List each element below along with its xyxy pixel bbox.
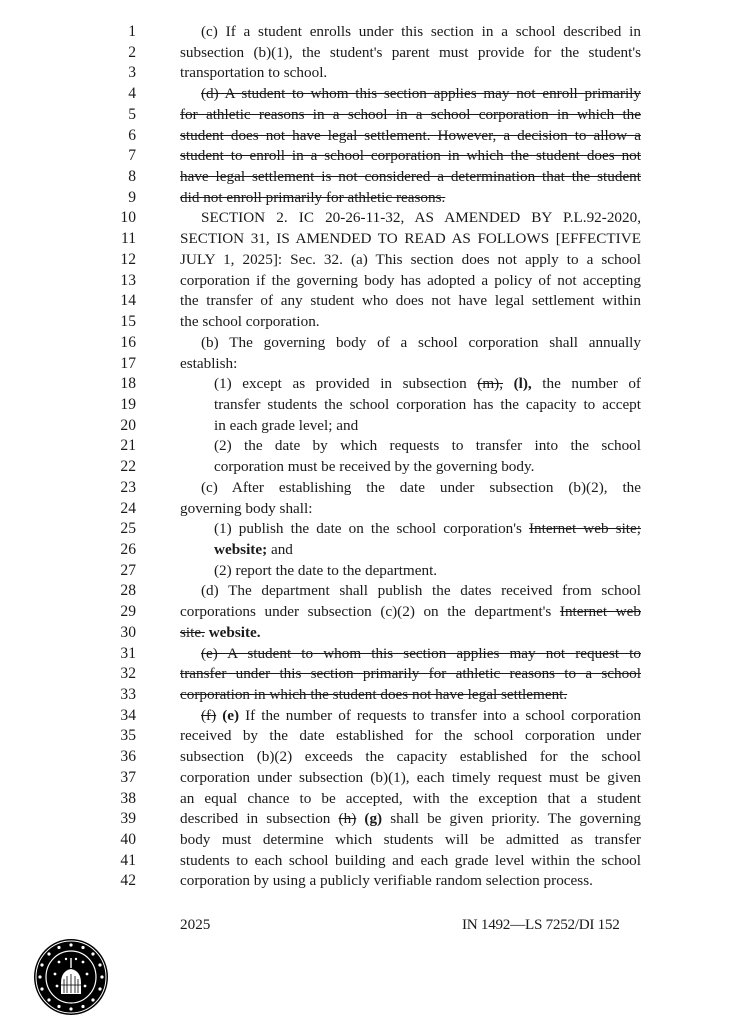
bill-line <box>0 312 730 333</box>
text-segment: (c) If a student enrolls under this section in a school described in <box>201 23 641 40</box>
line-number: 29 <box>120 603 136 621</box>
text-segment: JULY 1, 2025]: Sec. 32. (a) This section does not apply to a school <box>180 250 641 268</box>
line-number: 4 <box>128 85 136 103</box>
inserted-text: (e) <box>222 706 240 724</box>
footer-document-id: IN 1492—LS 7252/DI 152 <box>462 916 620 933</box>
bill-line <box>0 333 730 354</box>
text-segment: establish: <box>180 354 238 372</box>
inserted-text: website. <box>208 623 261 641</box>
line-number: 26 <box>120 540 136 558</box>
bill-line <box>0 416 730 437</box>
line-text <box>214 416 641 437</box>
line-number: 17 <box>120 354 136 372</box>
bill-text-lines <box>0 22 730 892</box>
bill-line <box>0 291 730 312</box>
line-number: 13 <box>120 271 136 289</box>
bill-line <box>0 208 730 229</box>
bill-line <box>0 271 730 292</box>
bill-line <box>0 706 730 727</box>
line-text <box>180 664 641 685</box>
bill-line <box>0 478 730 499</box>
line-number: 6 <box>128 126 136 144</box>
bill-line <box>0 830 730 851</box>
deleted-text: (h) <box>338 810 357 828</box>
line-text <box>180 685 641 706</box>
line-text <box>201 644 641 665</box>
text-segment: transfer students the school corporation has the capacity to accept <box>214 395 641 413</box>
deleted-text: (e) A student to whom this section applies may not request to <box>201 644 641 662</box>
text-segment: corporation by using a publicly verifiable random selection process. <box>180 872 593 890</box>
line-text <box>180 43 641 64</box>
line-text <box>180 830 641 851</box>
line-number: 2 <box>128 43 136 61</box>
line-text <box>180 291 641 312</box>
line-number: 27 <box>120 561 136 579</box>
deleted-text: for athletic reasons in a school in a school corporation in which the <box>180 105 641 123</box>
bill-line <box>0 146 730 167</box>
indiana-state-seal-icon <box>33 938 109 1016</box>
line-text <box>214 395 641 416</box>
line-number: 19 <box>120 395 136 413</box>
bill-line <box>0 851 730 872</box>
line-number: 25 <box>120 520 136 538</box>
line-number: 22 <box>120 458 136 476</box>
line-text <box>180 809 641 830</box>
deleted-text: (f) <box>201 706 217 724</box>
line-number: 18 <box>120 375 136 393</box>
bill-line <box>0 540 730 561</box>
line-text <box>180 188 641 209</box>
line-number: 42 <box>120 872 136 890</box>
line-number: 9 <box>128 188 136 206</box>
line-text <box>180 146 641 167</box>
line-number: 24 <box>120 499 136 517</box>
bill-line <box>0 561 730 582</box>
line-text <box>180 726 641 747</box>
text-segment: If the number of requests to transfer into a school corporation <box>239 706 642 724</box>
line-text <box>201 333 641 354</box>
deleted-text: Internet web <box>559 603 641 621</box>
bill-line <box>0 499 730 520</box>
bill-line <box>0 789 730 810</box>
bill-line <box>0 374 730 395</box>
text-segment: (2) report the date to the department. <box>214 561 438 579</box>
line-number: 1 <box>128 23 136 40</box>
line-text <box>201 22 641 43</box>
bill-line <box>0 22 730 43</box>
bill-line <box>0 519 730 540</box>
line-number: 7 <box>128 147 136 165</box>
line-text <box>201 706 641 727</box>
line-text <box>180 747 641 768</box>
line-text <box>201 208 641 229</box>
bill-line <box>0 457 730 478</box>
text-segment: in each grade level; and <box>214 416 359 434</box>
text-segment: governing body shall: <box>180 499 313 517</box>
line-text <box>180 602 641 623</box>
line-number: 20 <box>120 416 136 434</box>
line-number: 10 <box>120 209 136 227</box>
footer-year: 2025 <box>180 916 211 933</box>
bill-line <box>0 871 730 892</box>
bill-line <box>0 167 730 188</box>
bill-line <box>0 809 730 830</box>
inserted-text: website; <box>214 540 268 558</box>
line-text <box>180 623 641 644</box>
line-number: 21 <box>120 437 136 455</box>
line-number: 14 <box>120 292 136 310</box>
bill-line <box>0 395 730 416</box>
deleted-text: transfer under this section primarily for athletic reasons to a school <box>180 665 641 683</box>
bill-line <box>0 63 730 84</box>
line-text <box>214 519 641 540</box>
deleted-text: Internet web site; <box>528 520 641 538</box>
line-text <box>201 478 641 499</box>
text-segment: SECTION 31, IS AMENDED TO READ AS FOLLOWS [EFFECTIVE <box>180 230 641 248</box>
text-segment: corporations under subsection (c)(2) on the department's <box>180 603 560 621</box>
text-segment: students to each school building and each grade level within the school <box>180 851 641 869</box>
text-segment: subsection (b)(2) exceeds the capacity established for the school <box>180 748 641 766</box>
line-number: 8 <box>128 168 136 186</box>
line-text <box>180 871 641 892</box>
deleted-text: site. <box>180 623 205 641</box>
line-number: 37 <box>120 768 136 786</box>
text-segment: the transfer of any student who does not have legal settlement within <box>180 292 641 310</box>
text-segment: an equal chance to be accepted, with the exception that a student <box>180 789 641 807</box>
line-number: 38 <box>120 789 136 807</box>
text-segment: the school corporation. <box>180 313 320 331</box>
text-segment: body must determine which students will be admitted as transfer <box>180 831 641 849</box>
line-number: 41 <box>120 851 136 869</box>
bill-line <box>0 581 730 602</box>
line-number: 16 <box>120 333 136 351</box>
text-segment: the number of <box>531 375 641 393</box>
text-segment: SECTION 2. IC 20-26-11-32, AS AMENDED BY P.L.92-2020, <box>201 209 641 227</box>
line-number: 35 <box>120 727 136 745</box>
text-segment: transportation to school. <box>180 64 328 82</box>
line-number: 32 <box>120 665 136 683</box>
text-segment: described in subsection <box>180 810 339 828</box>
text-segment: and <box>267 540 293 558</box>
line-number: 5 <box>128 105 136 123</box>
bill-line <box>0 768 730 789</box>
line-number: 31 <box>120 644 136 662</box>
line-text <box>180 167 641 188</box>
line-text <box>214 374 641 395</box>
text-segment: shall be given priority. The governing <box>382 810 642 828</box>
line-number: 40 <box>120 831 136 849</box>
bill-line <box>0 602 730 623</box>
inserted-text: (l), <box>513 375 532 393</box>
line-text <box>180 63 641 84</box>
bill-line <box>0 623 730 644</box>
line-text <box>180 768 641 789</box>
line-text <box>180 312 641 333</box>
line-number: 30 <box>120 623 136 641</box>
text-segment: (c) After establishing the date under subsection (b)(2), the <box>201 478 641 496</box>
text-segment: (2) the date by which requests to transfer into the school <box>214 437 641 455</box>
bill-line <box>0 747 730 768</box>
line-number: 33 <box>120 686 136 703</box>
line-text <box>180 105 641 126</box>
line-text <box>180 354 641 375</box>
text-segment: corporation if the governing body has adopted a policy of not accepting <box>180 271 641 289</box>
bill-line <box>0 644 730 665</box>
bill-line <box>0 105 730 126</box>
bill-line <box>0 84 730 105</box>
line-text <box>180 499 641 520</box>
text-segment: (b) The governing body of a school corporation shall annually <box>201 333 641 351</box>
deleted-text: have legal settlement is not considered a determination that the student <box>180 168 641 186</box>
text-segment: (d) The department shall publish the dates received from school <box>201 582 641 600</box>
text-segment: (1) except as provided in subsection <box>214 375 478 393</box>
line-number: 36 <box>120 748 136 766</box>
line-number: 39 <box>120 810 136 828</box>
text-segment <box>503 375 514 392</box>
line-text <box>180 126 641 147</box>
deleted-text: (d) A student to whom this section applies may not enroll primarily <box>201 85 641 103</box>
deleted-text: corporation in which the student does not have legal settlement. <box>180 686 568 703</box>
line-number: 12 <box>120 250 136 268</box>
text-segment: corporation under subsection (b)(1), each timely request must be given <box>180 768 641 786</box>
line-text <box>180 250 641 271</box>
line-text <box>201 581 641 602</box>
line-text <box>180 789 641 810</box>
line-text <box>214 540 641 561</box>
inserted-text: (g) <box>364 810 383 828</box>
text-segment: (1) publish the date on the school corporation's <box>214 520 529 538</box>
line-number: 34 <box>120 706 136 724</box>
deleted-text: did not enroll primarily for athletic reasons. <box>180 188 446 206</box>
bill-line <box>0 188 730 209</box>
bill-line <box>0 354 730 375</box>
bill-line <box>0 436 730 457</box>
deleted-text: (m), <box>477 375 503 393</box>
bill-line <box>0 229 730 250</box>
line-number: 23 <box>120 478 136 496</box>
line-text <box>214 457 641 478</box>
line-number: 11 <box>120 230 136 248</box>
text-segment: corporation must be received by the governing body. <box>214 458 535 476</box>
line-number: 15 <box>120 313 136 331</box>
bill-line <box>0 664 730 685</box>
line-number: 28 <box>120 582 136 600</box>
bill-line <box>0 43 730 64</box>
bill-line <box>0 685 730 706</box>
bill-line <box>0 250 730 271</box>
line-text <box>214 561 641 582</box>
line-number: 3 <box>128 64 136 82</box>
line-text <box>201 84 641 105</box>
line-text <box>180 271 641 292</box>
bill-line <box>0 726 730 747</box>
line-text <box>180 229 641 250</box>
line-text <box>214 436 641 457</box>
bill-line <box>0 126 730 147</box>
deleted-text: student does not have legal settlement. However, a decision to allow a <box>180 126 641 144</box>
text-segment: subsection (b)(1), the student's parent must provide for the student's <box>180 43 641 61</box>
deleted-text: student to enroll in a school corporation in which the student does not <box>180 147 641 165</box>
text-segment: received by the date established for the school corporation under <box>180 727 641 745</box>
line-text <box>180 851 641 872</box>
